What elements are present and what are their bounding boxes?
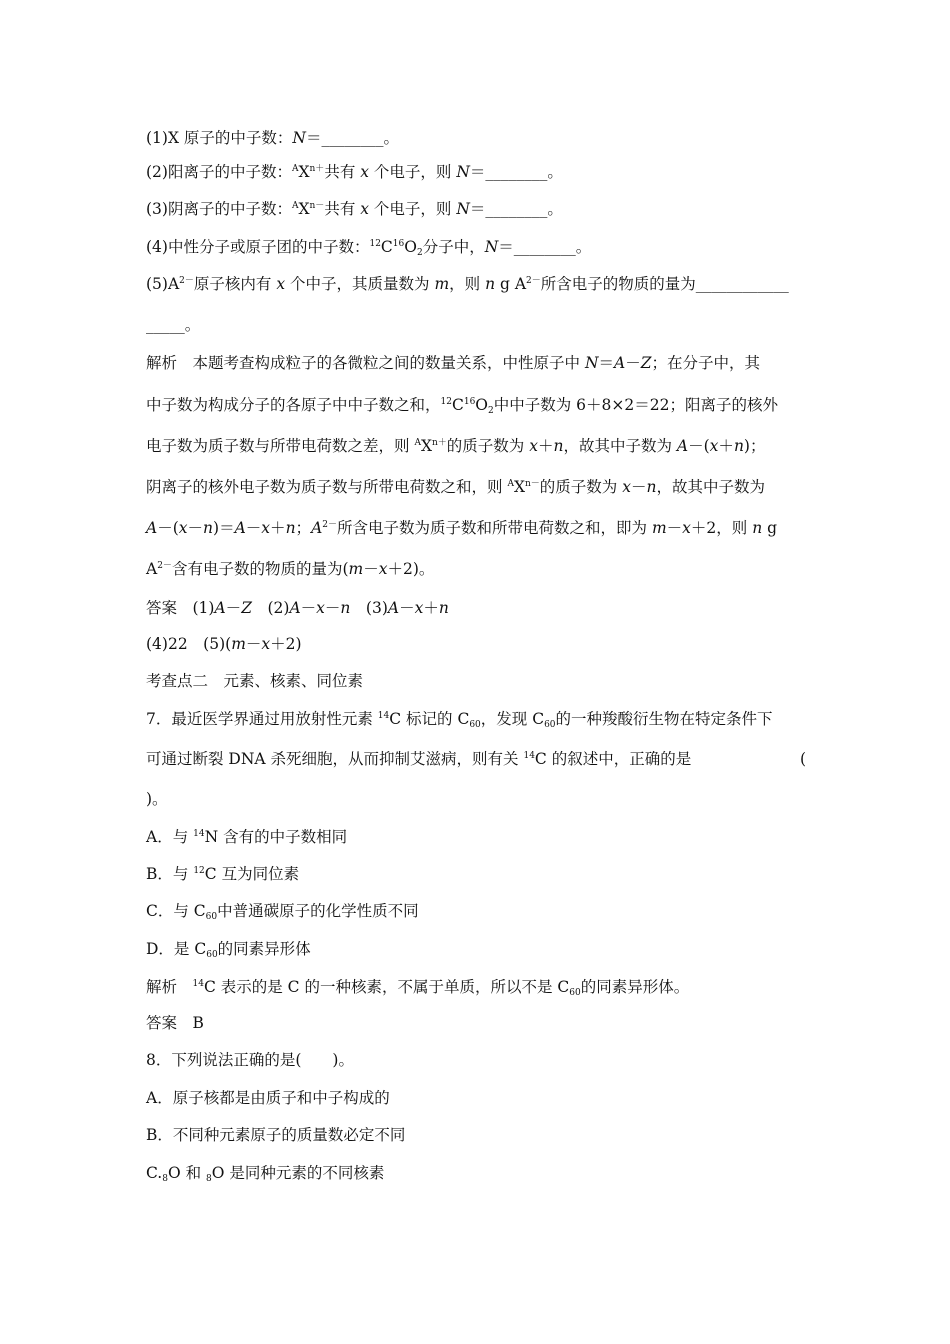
question-6-part-2: (2)阳离子的中子数：$^AX^{n+}$共有 x 个电子，则 N＝________。 [146, 163, 563, 181]
question-7-option-a: A．与 $^{14}$N 含有的中子数相同 [146, 828, 348, 846]
question-7-option-c: C．与 $C_{60}$中普通碳原子的化学性质不同 [146, 902, 419, 922]
question-7-line-2: 可通过断裂 DNA 杀死细胞，从而抑制艾滋病，则有关 $^{14}$C 的叙述中，正确的是 ( [146, 750, 806, 768]
analysis-line-1: 解析 本题考查构成粒子的各微粒之间的数量关系，中性原子中 N＝A－Z；在分子中，其 [146, 354, 761, 372]
analysis-line-2: 中子数为构成分子的各原子中中子数之和，$^{12}C^{16}O_2$中中子数为 6＋8×2＝22；阳离子的核外 [146, 396, 778, 416]
question-7-option-d: D．是 $C_{60}$的同素异形体 [146, 940, 311, 960]
question-7-analysis: 解析 $^{14}$C 表示的是 C 的一种核素，不属于单质，所以不是 $C_{60}$的同素异形体。 [146, 978, 690, 998]
section-heading-2: 考查点二 元素、核素、同位素 [146, 672, 364, 690]
question-8-option-a: A．原子核都是由质子和中子构成的 [146, 1089, 390, 1107]
analysis-line-5: A－(x－n)＝A－x＋n；$A^{2-}$所含电子数为质子数和所带电荷数之和，即为 m－x＋2，则 n g [146, 519, 778, 537]
question-6-part-5-continued: _____。 [146, 316, 201, 334]
question-6-part-4: (4)中性分子或原子团的中子数：$^{12}C^{16}O_2$分子中，N＝________。 [146, 238, 592, 258]
question-6-part-1: (1)X 原子的中子数：N＝________。 [146, 129, 399, 147]
question-7-answer: 答案 B [146, 1014, 204, 1032]
analysis-line-3: 电子数为质子数与所带电荷数之差，则 $^AX^{n+}$的质子数为 x＋n，故其中子数为 A－(x＋n)； [146, 437, 766, 455]
question-7-option-b: B．与 $^{12}$C 互为同位素 [146, 865, 300, 883]
question-8-stem: 8．下列说法正确的是( )。 [146, 1051, 354, 1069]
question-6-part-5: $(5)A^{2-}$原子核内有 x 个中子，其质量数为 m，则 n g $A^{2-}$所含电子的物质的量为____________ [146, 275, 789, 293]
analysis-line-4: 阴离子的核外电子数为质子数与所带电荷数之和，则 $^AX^{n-}$的质子数为 x－n，故其中子数为 [146, 478, 765, 496]
question-8-option-b: B．不同种元素原子的质量数必定不同 [146, 1126, 406, 1144]
answer-line-1: 答案 (1)A－Z (2)A－x－n (3)A－x＋n [146, 599, 449, 617]
question-6-part-3: (3)阴离子的中子数：$^AX^{n-}$共有 x 个电子，则 N＝________。 [146, 200, 563, 218]
analysis-line-6: $A^{2-}$含有电子数的物质的量为(m－x＋2)。 [146, 560, 435, 578]
question-7-line-1: 7．最近医学界通过用放射性元素 $^{14}$C 标记的 $C_{60}$，发现 $C_{60}$的一种羧酸衍生物在特定条件下 [146, 710, 773, 730]
question-7-line-3: )。 [146, 790, 168, 808]
answer-line-2: (4)22 (5)(m－x＋2) [146, 635, 302, 653]
question-8-option-c: $C._8O$ 和 $_8$O 是同种元素的不同核素 [146, 1164, 385, 1184]
